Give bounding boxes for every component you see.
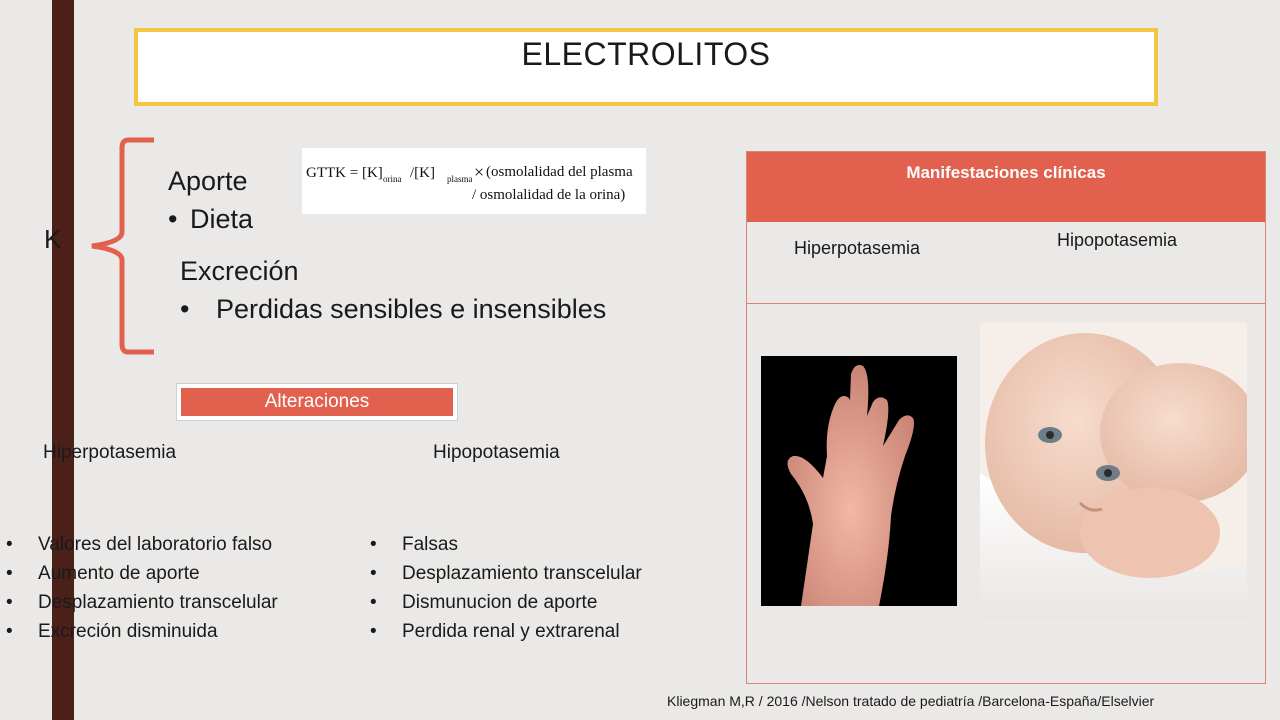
formula-lhs: GTTK = [K]	[306, 165, 383, 181]
aporte-heading: Aporte	[168, 166, 248, 196]
excrecion-heading: Excreción	[180, 256, 299, 286]
formula-mid: /[K]	[410, 165, 435, 181]
hand-photo	[761, 356, 957, 606]
title-box	[134, 28, 1158, 106]
citation: Kliegman M,R / 2016 /Nelson tratado de pediatría /Barcelona-España/Elselvier	[667, 693, 1155, 709]
manifestaciones-header: Manifestaciones clínicas	[747, 152, 1265, 222]
list-item: • Falsas	[370, 530, 642, 559]
list-item: • Aumento de aporte	[6, 559, 278, 588]
list-item: • Excreción disminuida	[6, 617, 278, 646]
list-item: • Perdida renal y extrarenal	[370, 617, 642, 646]
k-label: K	[44, 224, 62, 254]
hiper-list	[6, 530, 278, 646]
excrecion-item-text: Perdidas sensibles e insensibles	[216, 294, 607, 324]
list-item: • Valores del laboratorio falso	[6, 530, 278, 559]
formula-sub-plasma: plasma	[447, 174, 473, 184]
formula-sub-orina: orina	[383, 174, 402, 184]
curly-brace-icon	[88, 136, 162, 356]
formula-times: ×	[474, 162, 485, 182]
aporte-item-text: Dieta	[190, 204, 254, 234]
manifestaciones-col-hiper: Hiperpotasemia	[794, 238, 921, 258]
aporte-item	[168, 204, 253, 235]
hiper-heading: Hiperpotasemia	[43, 442, 177, 463]
list-item: • Dismunucion de aporte	[370, 588, 642, 617]
hipo-heading: Hipopotasemia	[433, 442, 560, 463]
gttk-formula	[302, 148, 646, 214]
baby-photo	[980, 323, 1247, 620]
bullet-icon: •	[168, 204, 178, 234]
alteraciones-label: Alteraciones	[181, 388, 453, 416]
bullet-icon: •	[180, 294, 190, 324]
page-title: ELECTROLITOS	[521, 36, 771, 72]
manifestaciones-column-row	[747, 222, 1265, 304]
alteraciones-box	[176, 383, 458, 421]
hipo-list	[370, 530, 642, 646]
manifestaciones-col-hipo: Hipopotasemia	[1057, 230, 1178, 250]
formula-numerator: (osmolalidad del plasma	[486, 164, 633, 180]
list-item: • Desplazamiento transcelular	[370, 559, 642, 588]
excrecion-item	[180, 294, 606, 325]
formula-denominator: / osmolalidad de la orina)	[472, 187, 626, 203]
list-item: • Desplazamiento transcelular	[6, 588, 278, 617]
